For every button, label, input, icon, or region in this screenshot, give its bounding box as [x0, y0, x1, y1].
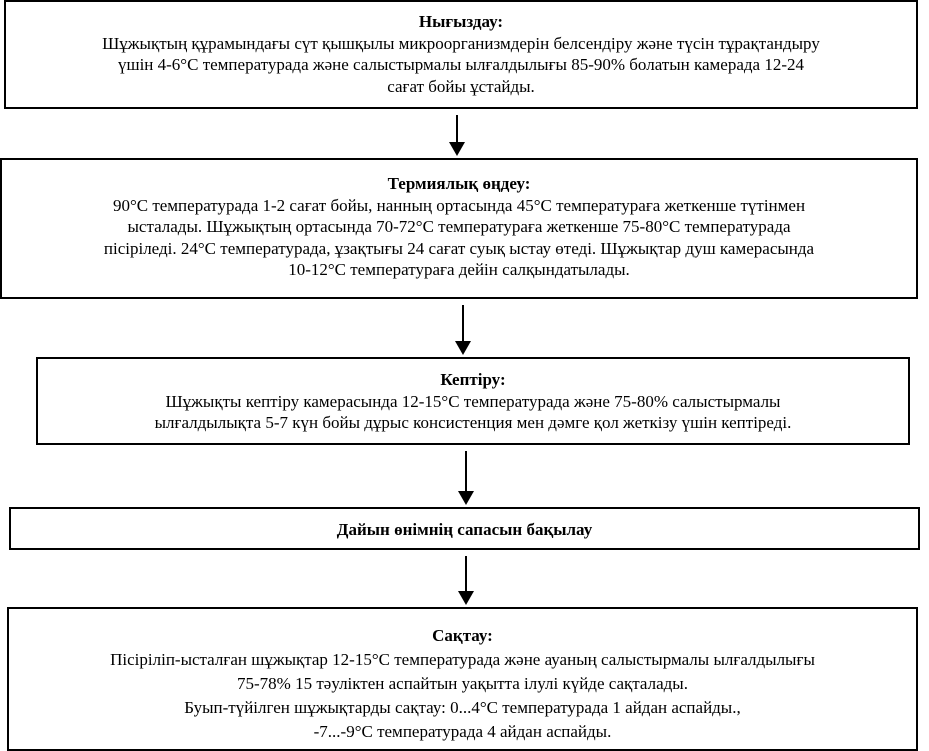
step-text-line: 90°С температурада 1-2 сағат бойы, нанның ортасында 45°С температураға жеткенше түтінмен: [112, 195, 806, 215]
step-text-line: 10-12°С температураға дейін салқындатылады.: [288, 260, 630, 279]
step-text-line: Шұжықтың құрамындағы сүт қышқылы микроорганизмдерін белсендіру және түсін тұрақтандыру: [102, 33, 820, 53]
step-text-line: Шұжықты кептіру камерасында 12-15°С температурада және 75-80% салыстырмалы: [165, 391, 781, 411]
step-text-line: Пісіріліп-ысталған шұжықтар 12-15°С температурада және ауаның салыстырмалы ылғалдылығы: [110, 650, 815, 669]
step-box-thermal-processing: [0, 158, 918, 299]
step-text-line: 75-78% 15 тәуліктен аспайтын уақытта ілулі күйде сақталады.: [237, 674, 688, 693]
step-title-thermal-processing: Термиялық өңдеу:: [387, 174, 531, 193]
flow-arrow-down-icon: [458, 451, 474, 505]
step-title-quality-control: Дайын өнімнің сапасын бақылау: [336, 520, 593, 539]
step-box-drying: [36, 357, 910, 445]
step-text-line: сағат бойы ұстайды.: [387, 76, 535, 96]
step-box-compaction: [4, 0, 918, 109]
step-title-compaction: Нығыздау:: [418, 12, 504, 31]
step-text-line: Буып-түйілген шұжықтарды сақтау: 0...4°С температурада 1 айдан аспайды.,: [184, 698, 741, 717]
flow-arrow-down-icon: [449, 115, 465, 156]
step-text-line: пісіріледі. 24°С температурада, ұзақтығы 24 сағат суық ыстау өтеді. Шұжықтар душ камерасында: [103, 238, 815, 258]
step-title-drying: Кептіру:: [440, 370, 506, 389]
flow-arrow-down-icon: [455, 305, 471, 355]
step-box-storage: [7, 607, 918, 751]
step-text-line: үшін 4-6°С температурада және салыстырмалы ылғалдылығы 85-90% болатын камерада 12-24: [117, 55, 805, 74]
step-text-line: ылғалдылықта 5-7 күн бойы дұрыс консистенция мен дәмге қол жеткізу үшін кептіреді.: [154, 413, 792, 432]
step-text-line: -7...-9°С температурада 4 айдан аспайды.: [313, 722, 612, 741]
step-title-storage: Сақтау:: [432, 626, 493, 645]
step-box-quality-control: [9, 507, 920, 550]
step-text-line: ысталады. Шұжықтың ортасында 70-72°С температураға жеткенше 75-80°С температурада: [127, 217, 791, 236]
flow-arrow-down-icon: [458, 556, 474, 605]
